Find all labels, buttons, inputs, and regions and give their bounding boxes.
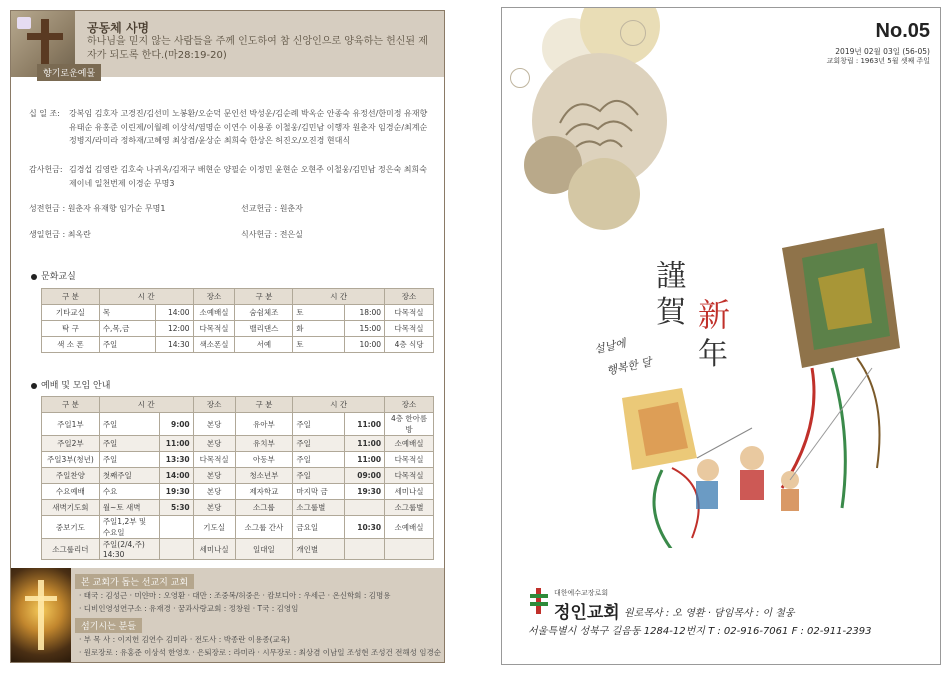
building-offering: 성전헌금 : 원춘자 유재향 임가순 무명1 — [29, 204, 166, 213]
thanks-label: 감사헌금: — [29, 165, 63, 174]
calligraphy-char: 謹 — [656, 259, 686, 294]
church-address: 서울특별시 성북구 길음동 1284-12번지 T : 02-916-7061 F : 02-911-2393 — [528, 626, 872, 637]
table-cell: 주일(2/4,주) 14:30 — [99, 539, 159, 560]
issue-number: No.05 — [875, 20, 930, 42]
table-cell: 주일 — [99, 436, 159, 452]
table-row — [42, 516, 434, 539]
denomination: 대한예수교장로회 — [554, 589, 609, 597]
missions-line: · 디비인영성연구소 : 유재경 · 꿈과사랑교회 : 정창원 · T국 : 김영임 — [79, 604, 299, 613]
table-row — [42, 436, 434, 452]
table-cell: 다목적실 — [385, 468, 434, 484]
culture-heading: 문화교실 — [31, 269, 76, 282]
table-cell: 본당 — [193, 500, 235, 516]
table-cell: 중보기도 — [42, 516, 100, 539]
table-cell: 새벽기도회 — [42, 500, 100, 516]
table-cell: 수요 — [99, 484, 159, 500]
table-cell: 첫째주일 — [99, 468, 159, 484]
servants-heading: 섬기시는 분들 — [75, 618, 142, 633]
table-row: 기타교실 목 14:00 소예배실 숨쉼체조 토 18:00 다목적실 — [42, 305, 434, 321]
table-cell: 월~토 새벽 — [99, 500, 159, 516]
table-row — [42, 452, 434, 468]
table-cell: 5:30 — [159, 500, 193, 516]
table-cell: 주일 — [293, 413, 345, 436]
table-cell: 주일1,2부 및 수요일 — [99, 516, 159, 539]
missions-band — [11, 568, 444, 662]
candle-icon — [17, 17, 31, 29]
table-cell: 09:00 — [345, 468, 385, 484]
mission-band — [11, 11, 444, 77]
table-row: 색 소 폰 주일 14:30 색소폰실 서예 토 10:00 4층 식당 — [42, 337, 434, 353]
table-cell: 소그룹별 — [293, 500, 345, 516]
table-cell: 청소년부 — [235, 468, 293, 484]
founding-date: 교회창립 : 1963년 5월 셋째 주일 — [826, 57, 930, 65]
table-cell: 주일 — [99, 452, 159, 468]
table-cell: 14:00 — [159, 468, 193, 484]
bullet-icon — [31, 274, 37, 280]
table-header-row: 구 분 시 간 장소 구 분 시 간 장소 — [42, 397, 434, 413]
table-cell: 수요예배 — [42, 484, 100, 500]
table-cell: 마지막 금 — [293, 484, 345, 500]
table-cell: 아동부 — [235, 452, 293, 468]
tithe-names: 강복임 김호자 고경진/김선미 노봉환/오순덕 문인선 박성운/김순례 박옥순 안종숙 유정선/한미정 유재향 유태순 유홍준 이린제/이월례 이상석/염명순 이연수 이용종 이철웅/김민남 이행자 원춘자 임경순/최계순 정병지/라미라 정하재/고혜영 최상겸/윤상순 최희숙 한상은 허진오/오진경 현대식 — [69, 109, 428, 145]
table-cell: 다목적실 — [385, 452, 434, 468]
table-cell: 세미나실 — [193, 539, 235, 560]
table-cell: 주일2부 — [42, 436, 100, 452]
table-cell: 11:00 — [159, 436, 193, 452]
table-cell: 11:00 — [345, 413, 385, 436]
thanks-names: 김경섭 김영란 김호숙 나귀옥/김재구 배현순 양필순 이정민 윤현순 오현주 이철웅/김민남 정은숙 최희숙 제이네 일천번제 이경순 무명3 — [69, 165, 427, 188]
table-cell: 10:30 — [345, 516, 385, 539]
table-cell — [345, 539, 385, 560]
calligraphy-char: 新 — [698, 296, 731, 334]
table-cell — [159, 539, 193, 560]
table-cell: 소예배실 — [385, 516, 434, 539]
table-row — [42, 468, 434, 484]
table-row — [42, 539, 434, 560]
table-cell: 소그룹 간사 — [235, 516, 293, 539]
table-cell: 소그룹리더 — [42, 539, 100, 560]
bullet-icon — [31, 383, 37, 389]
cross-icon — [38, 580, 44, 650]
church-name: 정인교회 — [554, 603, 620, 623]
table-cell — [159, 516, 193, 539]
calligraphy-char: 年 — [698, 337, 728, 372]
table-cell — [345, 500, 385, 516]
kite-illustration — [602, 218, 932, 548]
worship-heading: 예배 및 모임 안내 — [31, 378, 110, 391]
table-cell: 주일찬양 — [42, 468, 100, 484]
missions-heading: 본 교회가 돕는 선교지 교회 — [75, 574, 194, 589]
table-cell: 일대일 — [235, 539, 293, 560]
table-cell: 기도실 — [193, 516, 235, 539]
table-cell: 세미나실 — [385, 484, 434, 500]
table-cell: 유치부 — [235, 436, 293, 452]
table-row: 탁 구 수,목,금 12:00 다목적실 밸리댄스 화 15:00 다목적실 — [42, 321, 434, 337]
mission-text: 하나님을 믿지 않는 사람들을 주께 인도하여 참 신앙인으로 양육하는 헌신된 제자가 되도록 한다.(마28:19-20) — [87, 36, 428, 61]
tithe-label: 십 일 조: — [29, 109, 60, 118]
left-page — [10, 10, 445, 663]
servants-line: · 부 목 사 : 이지헌 김연수 김미라 · 전도사 : 박종란 이용종(교육) — [79, 635, 290, 644]
table-cell: 소그룹별 — [385, 500, 434, 516]
table-row — [42, 500, 434, 516]
table-cell: 개인별 — [293, 539, 345, 560]
table-header-row: 구 분 시 간 장소 구 분 시 간 장소 — [42, 289, 434, 305]
table-cell: 소예배실 — [385, 436, 434, 452]
table-cell: 13:30 — [159, 452, 193, 468]
meal-offering: 식사헌금 : 전은실 — [241, 230, 303, 239]
table-cell: 11:00 — [345, 452, 385, 468]
table-cell: 주일1부 — [42, 413, 100, 436]
servants-line: · 원로장로 : 유홍준 이상석 한영호 · 은퇴장로 : 라미라 · 시무장로 : 최상겸 이남일 조성현 조성건 전해성 임경순 — [79, 648, 441, 657]
table-cell: 금요일 — [293, 516, 345, 539]
table-cell: 19:30 — [345, 484, 385, 500]
table-cell: 9:00 — [159, 413, 193, 436]
script-line: 설날에 — [593, 336, 627, 357]
calligraphy-char: 賀 — [656, 295, 686, 330]
table-cell: 본당 — [193, 484, 235, 500]
table-cell: 본당 — [193, 436, 235, 452]
right-page — [501, 7, 941, 665]
table-cell: 주일 — [293, 436, 345, 452]
mission-title: 공동체 사명 — [87, 21, 150, 35]
table-cell — [385, 539, 434, 560]
table-cell: 본당 — [193, 413, 235, 436]
church-logo — [528, 588, 550, 614]
script-line: 행복한 달 — [605, 355, 653, 378]
table-cell: 유아부 — [235, 413, 293, 436]
offering-tag: 향기로운예물 — [37, 64, 101, 81]
table-cell: 소그룹 — [235, 500, 293, 516]
issue-date: 2019년 02월 03일 (56-05) — [835, 47, 930, 56]
cross-icon — [41, 19, 49, 69]
table-cell: 주일 — [99, 413, 159, 436]
table-cell: 4층 한아름방 — [385, 413, 434, 436]
lit-cross-photo — [11, 568, 71, 662]
table-cell: 주일 — [293, 452, 345, 468]
culture-table — [41, 288, 434, 353]
table-cell: 주일3부(청년) — [42, 452, 100, 468]
mission-offering: 선교헌금 : 원춘자 — [241, 204, 303, 213]
table-cell: 주일 — [293, 468, 345, 484]
table-cell: 다목적실 — [193, 452, 235, 468]
worship-table — [41, 396, 434, 560]
table-row — [42, 484, 434, 500]
pastors: 원로목사 : 오 영환 · 담임목사 : 이 철웅 — [624, 608, 795, 619]
table-cell: 11:00 — [345, 436, 385, 452]
table-cell: 본당 — [193, 468, 235, 484]
missions-line: · 태국 : 김성근 · 미얀마 : 오영환 · 대만 : 조중복/허중은 · 캄보디아 : 우세근 · 온신학회 : 김명용 — [79, 591, 391, 600]
table-cell: 19:30 — [159, 484, 193, 500]
decor-ring — [510, 68, 530, 88]
decor-ring — [620, 20, 646, 46]
birthday-offering: 생일헌금 : 최옥란 — [29, 230, 91, 239]
table-row — [42, 413, 434, 436]
table-cell: 제자학교 — [235, 484, 293, 500]
